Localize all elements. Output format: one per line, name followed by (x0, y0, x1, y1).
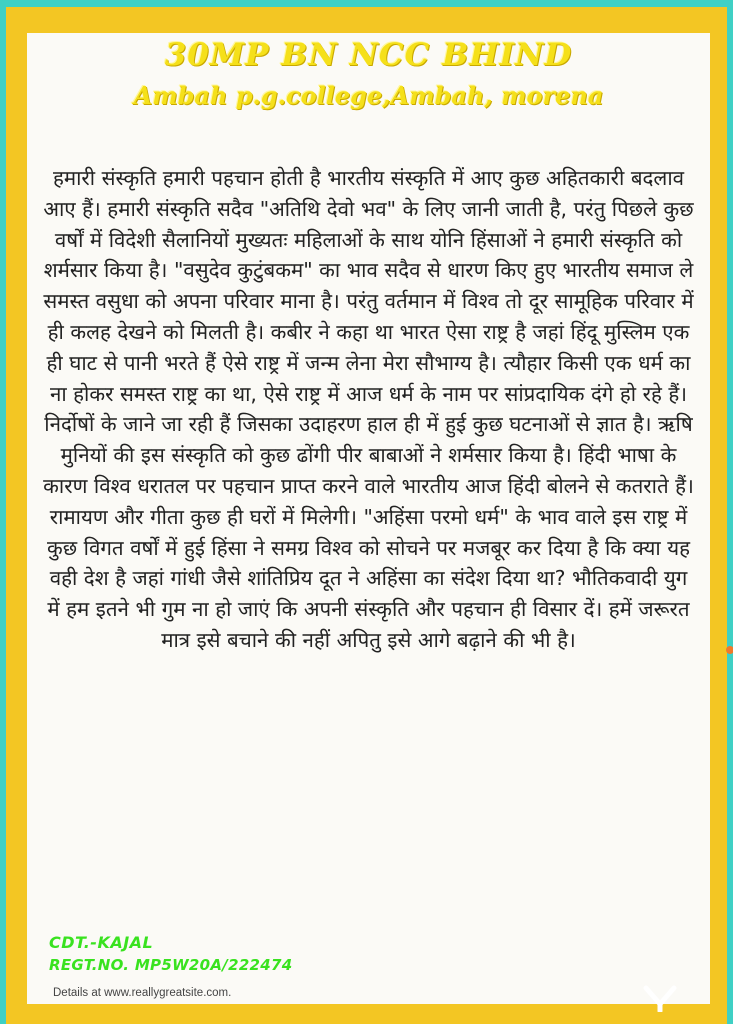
brand-logo-icon (640, 982, 680, 1012)
poster-page (27, 33, 710, 1004)
decorative-dot (726, 646, 733, 654)
cadet-name: CDT.-KAJAL (49, 933, 154, 952)
frame-border-top (0, 0, 733, 7)
poster-subtitle: Ambah p.g.college,Ambah, morena (133, 81, 604, 110)
registration-number: REGT.NO. MP5W20A/222474 (49, 956, 293, 974)
frame-border-left (0, 0, 6, 1024)
poster-title: 30MP BN NCC BHIND (164, 37, 573, 73)
footer-link-text: Details at www.reallygreatsite.com. (53, 987, 232, 999)
article-body: हमारी संस्कृति हमारी पहचान होती है भारतीय संस्कृति में आए कुछ अहितकारी बदलाव आए हैं। हमारी संस्कृति सदैव "अतिथि देवो भव" के लिए जानी जाती है, परंतु पिछले कुछ वर्षों में विदेशी सैलानियों मुख्यतः महिलाओं के साथ योनि हिंसाओं ने हमारी संस्कृति को शर्मसार किया है। "वसुदेव कुटुंबकम" का भाव सदैव से धारण किए हुए भारतीय समाज ले समस्त वसुधा को अपना परिवार माना है। परंतु वर्तमान में विश्व तो दूर सामूहिक परिवार में ही कलह देखने को मिलती है। कबीर ने कहा था भारत ऐसा राष्ट्र है जहां हिंदू मुस्लिम एक ही घाट से पानी भरते हैं ऐसे राष्ट्र में जन्म लेना मेरा सौभाग्य है। त्यौहार किसी एक धर्म का ना होकर समस्त राष्ट्र का था, ऐसे राष्ट्र में आज धर्म के नाम पर सांप्रदायिक दंगे हो रहे हैं। निर्दोषों के जाने जा रही हैं जिसका उदाहरण हाल ही में हुई कुछ घटनाओं से ज्ञात है। ऋषि मुनियों की इस संस्कृति को कुछ ढोंगी पीर बाबाओं ने शर्मसार किया है। हिंदी भाषा के कारण विश्व धरातल पर पहचान प्राप्त करने वाले भारतीय आज हिंदी बोलने से कतराते हैं। रामायण और गीता कुछ ही घरों में मिलेगी। "अहिंसा परमो धर्म" के भाव वाले इस राष्ट्र में कुछ विगत वर्षों में हुई हिंसा ने समग्र विश्व को सोचने पर मजबूर कर दिया है कि क्या यह वही देश है जहां गांधी जैसे शांतिप्रिय दूत ने अहिंसा का संदेश दिया था? भौतिकवादी युग में हम इतने भी गुम ना हो जाएं कि अपनी संस्कृति और पहचान ही विसार दें। हमें जरूरत मात्र इसे बचाने की नहीं अपितु इसे आगे बढ़ाने की भी है। (43, 166, 694, 652)
frame-border-right (727, 0, 733, 1024)
